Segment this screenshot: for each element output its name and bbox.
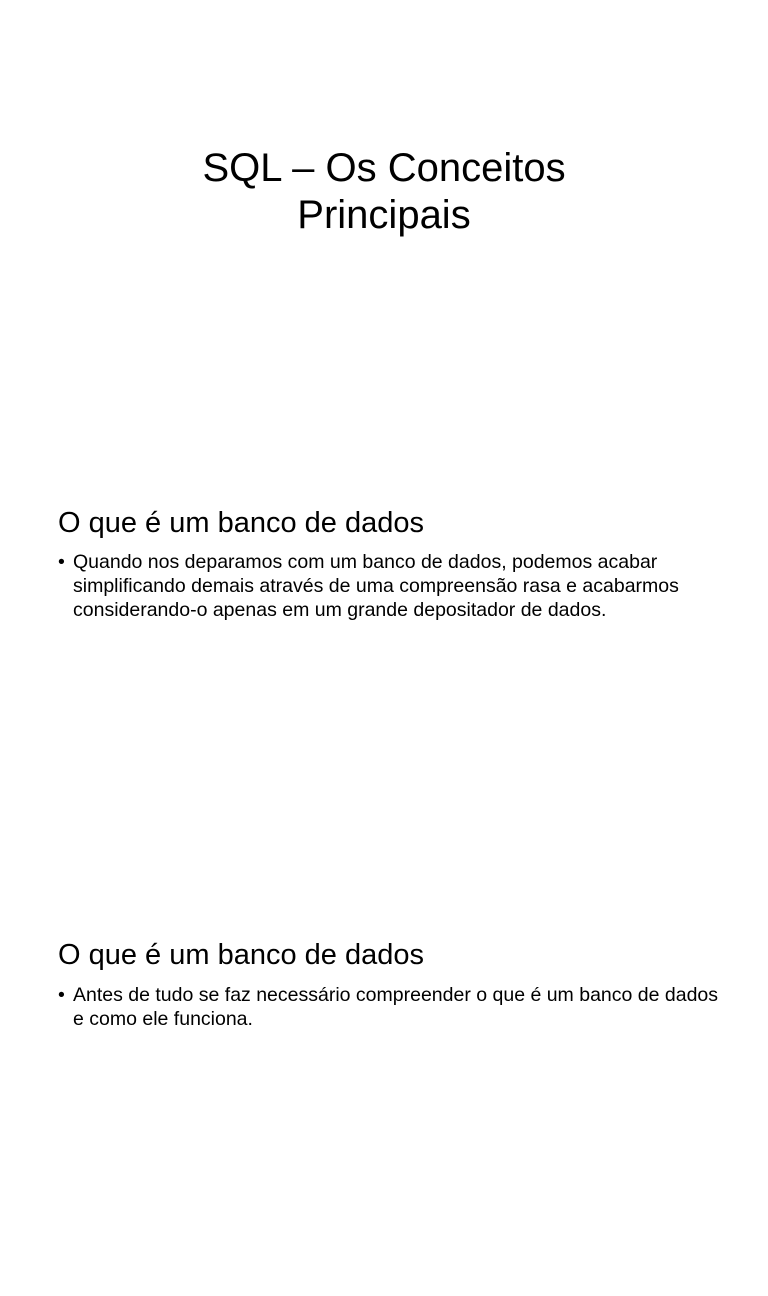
slide-1: [0, 0, 768, 432]
bullet-text: Antes de tudo se faz necessário compreender o que é um banco de dados e como ele funciona.: [73, 984, 719, 1030]
presentation-title: SQL – Os Conceitos Principais: [202, 145, 566, 237]
bullet-icon: •: [58, 551, 65, 573]
slide-2: [0, 432, 768, 864]
slide-heading: O que é um banco de dados: [58, 939, 424, 972]
slide-heading: O que é um banco de dados: [58, 507, 424, 540]
bullet-icon: •: [58, 984, 65, 1006]
slide-3: [0, 864, 768, 1296]
bullet-list: [58, 550, 718, 622]
bullet-text: Quando nos deparamos com um banco de dados, podemos acabar simplificando demais através de uma compreensão rasa e acabarmos considerando-o apenas em um grande depositador de dados.: [73, 551, 679, 621]
bullet-item: [58, 550, 718, 622]
